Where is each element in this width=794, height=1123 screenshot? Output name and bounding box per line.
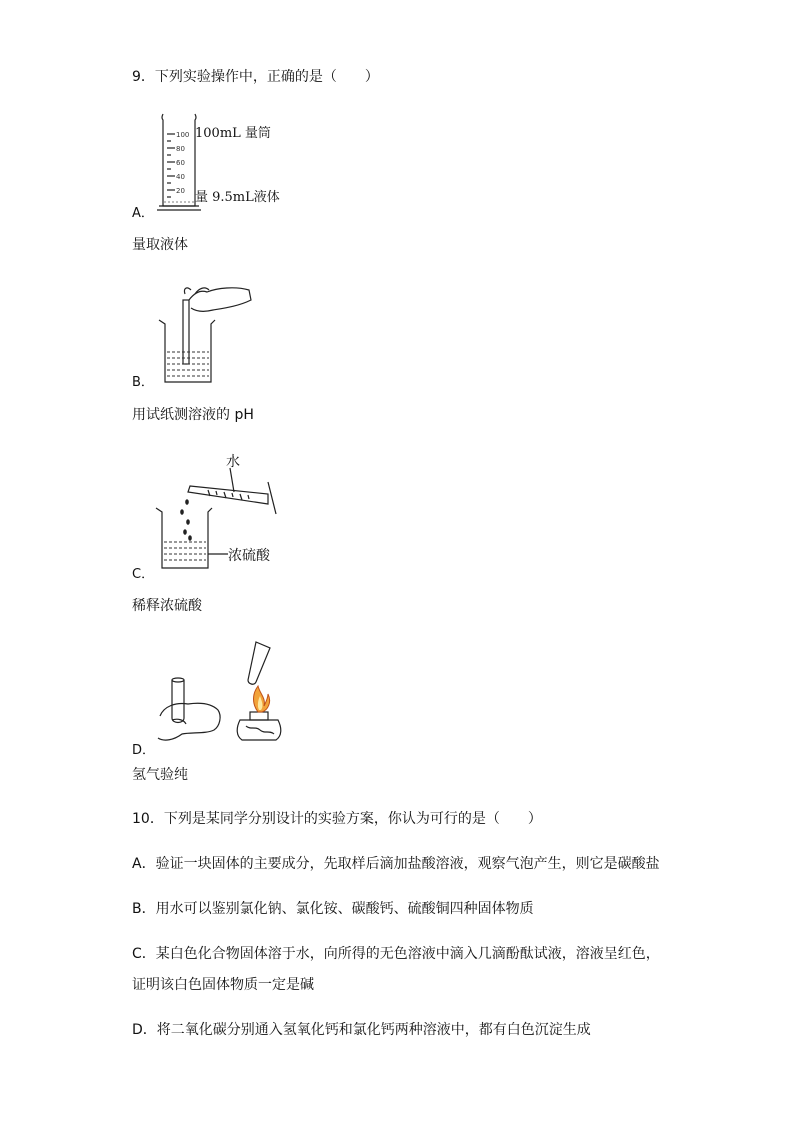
hydrogen-test-figure: [152, 636, 292, 751]
option-d-caption: 氢气验纯: [132, 767, 188, 783]
q10-stem: 10．下列是某同学分别设计的实验方案，你认为可行的是（ ）: [132, 811, 542, 827]
option-a-caption: 量取液体: [132, 237, 188, 253]
cylinder-label: 100mL 量筒: [195, 126, 271, 141]
q10-option-b: B．用水可以鉴别氯化钠、氯化铵、碳酸钙、硫酸铜四种固体物质: [132, 901, 534, 917]
q10-option-c-line2: 证明该白色固体物质一定是碱: [132, 977, 314, 993]
q9-stem: 9．下列实验操作中，正确的是（ ）: [132, 69, 379, 85]
option-a-letter: A．: [132, 206, 154, 221]
option-b-letter: B．: [132, 375, 154, 390]
q10-option-d: D．将二氧化碳分别通入氢氧化钙和氯化钙两种溶液中，都有白色沉淀生成: [132, 1022, 591, 1038]
option-c-letter: C．: [132, 567, 155, 582]
option-d-letter: D．: [132, 743, 156, 758]
tick-label: 100: [176, 131, 190, 139]
water-label: 水: [226, 454, 240, 470]
option-c-caption: 稀释浓硫酸: [132, 598, 202, 614]
tick-label: 60: [176, 159, 185, 167]
q10-option-a: A．验证一块固体的主要成分，先取样后滴加盐酸溶液，观察气泡产生，则它是碳酸盐: [132, 856, 660, 872]
dilution-figure: [152, 450, 312, 570]
liquid-label: 量 9.5mL液体: [195, 190, 280, 205]
ph-test-figure: [155, 278, 295, 388]
tick-label: 40: [176, 173, 185, 181]
q10-option-c-line1: C．某白色化合物固体溶于水，向所得的无色溶液中滴入几滴酚酞试液，溶液呈红色，: [132, 946, 660, 962]
option-b-caption: 用试纸测溶液的 pH: [132, 407, 254, 423]
tick-label: 20: [176, 187, 185, 195]
acid-label: 浓硫酸: [228, 548, 270, 564]
graduated-cylinder-figure: [155, 112, 295, 212]
tick-label: 80: [176, 145, 185, 153]
